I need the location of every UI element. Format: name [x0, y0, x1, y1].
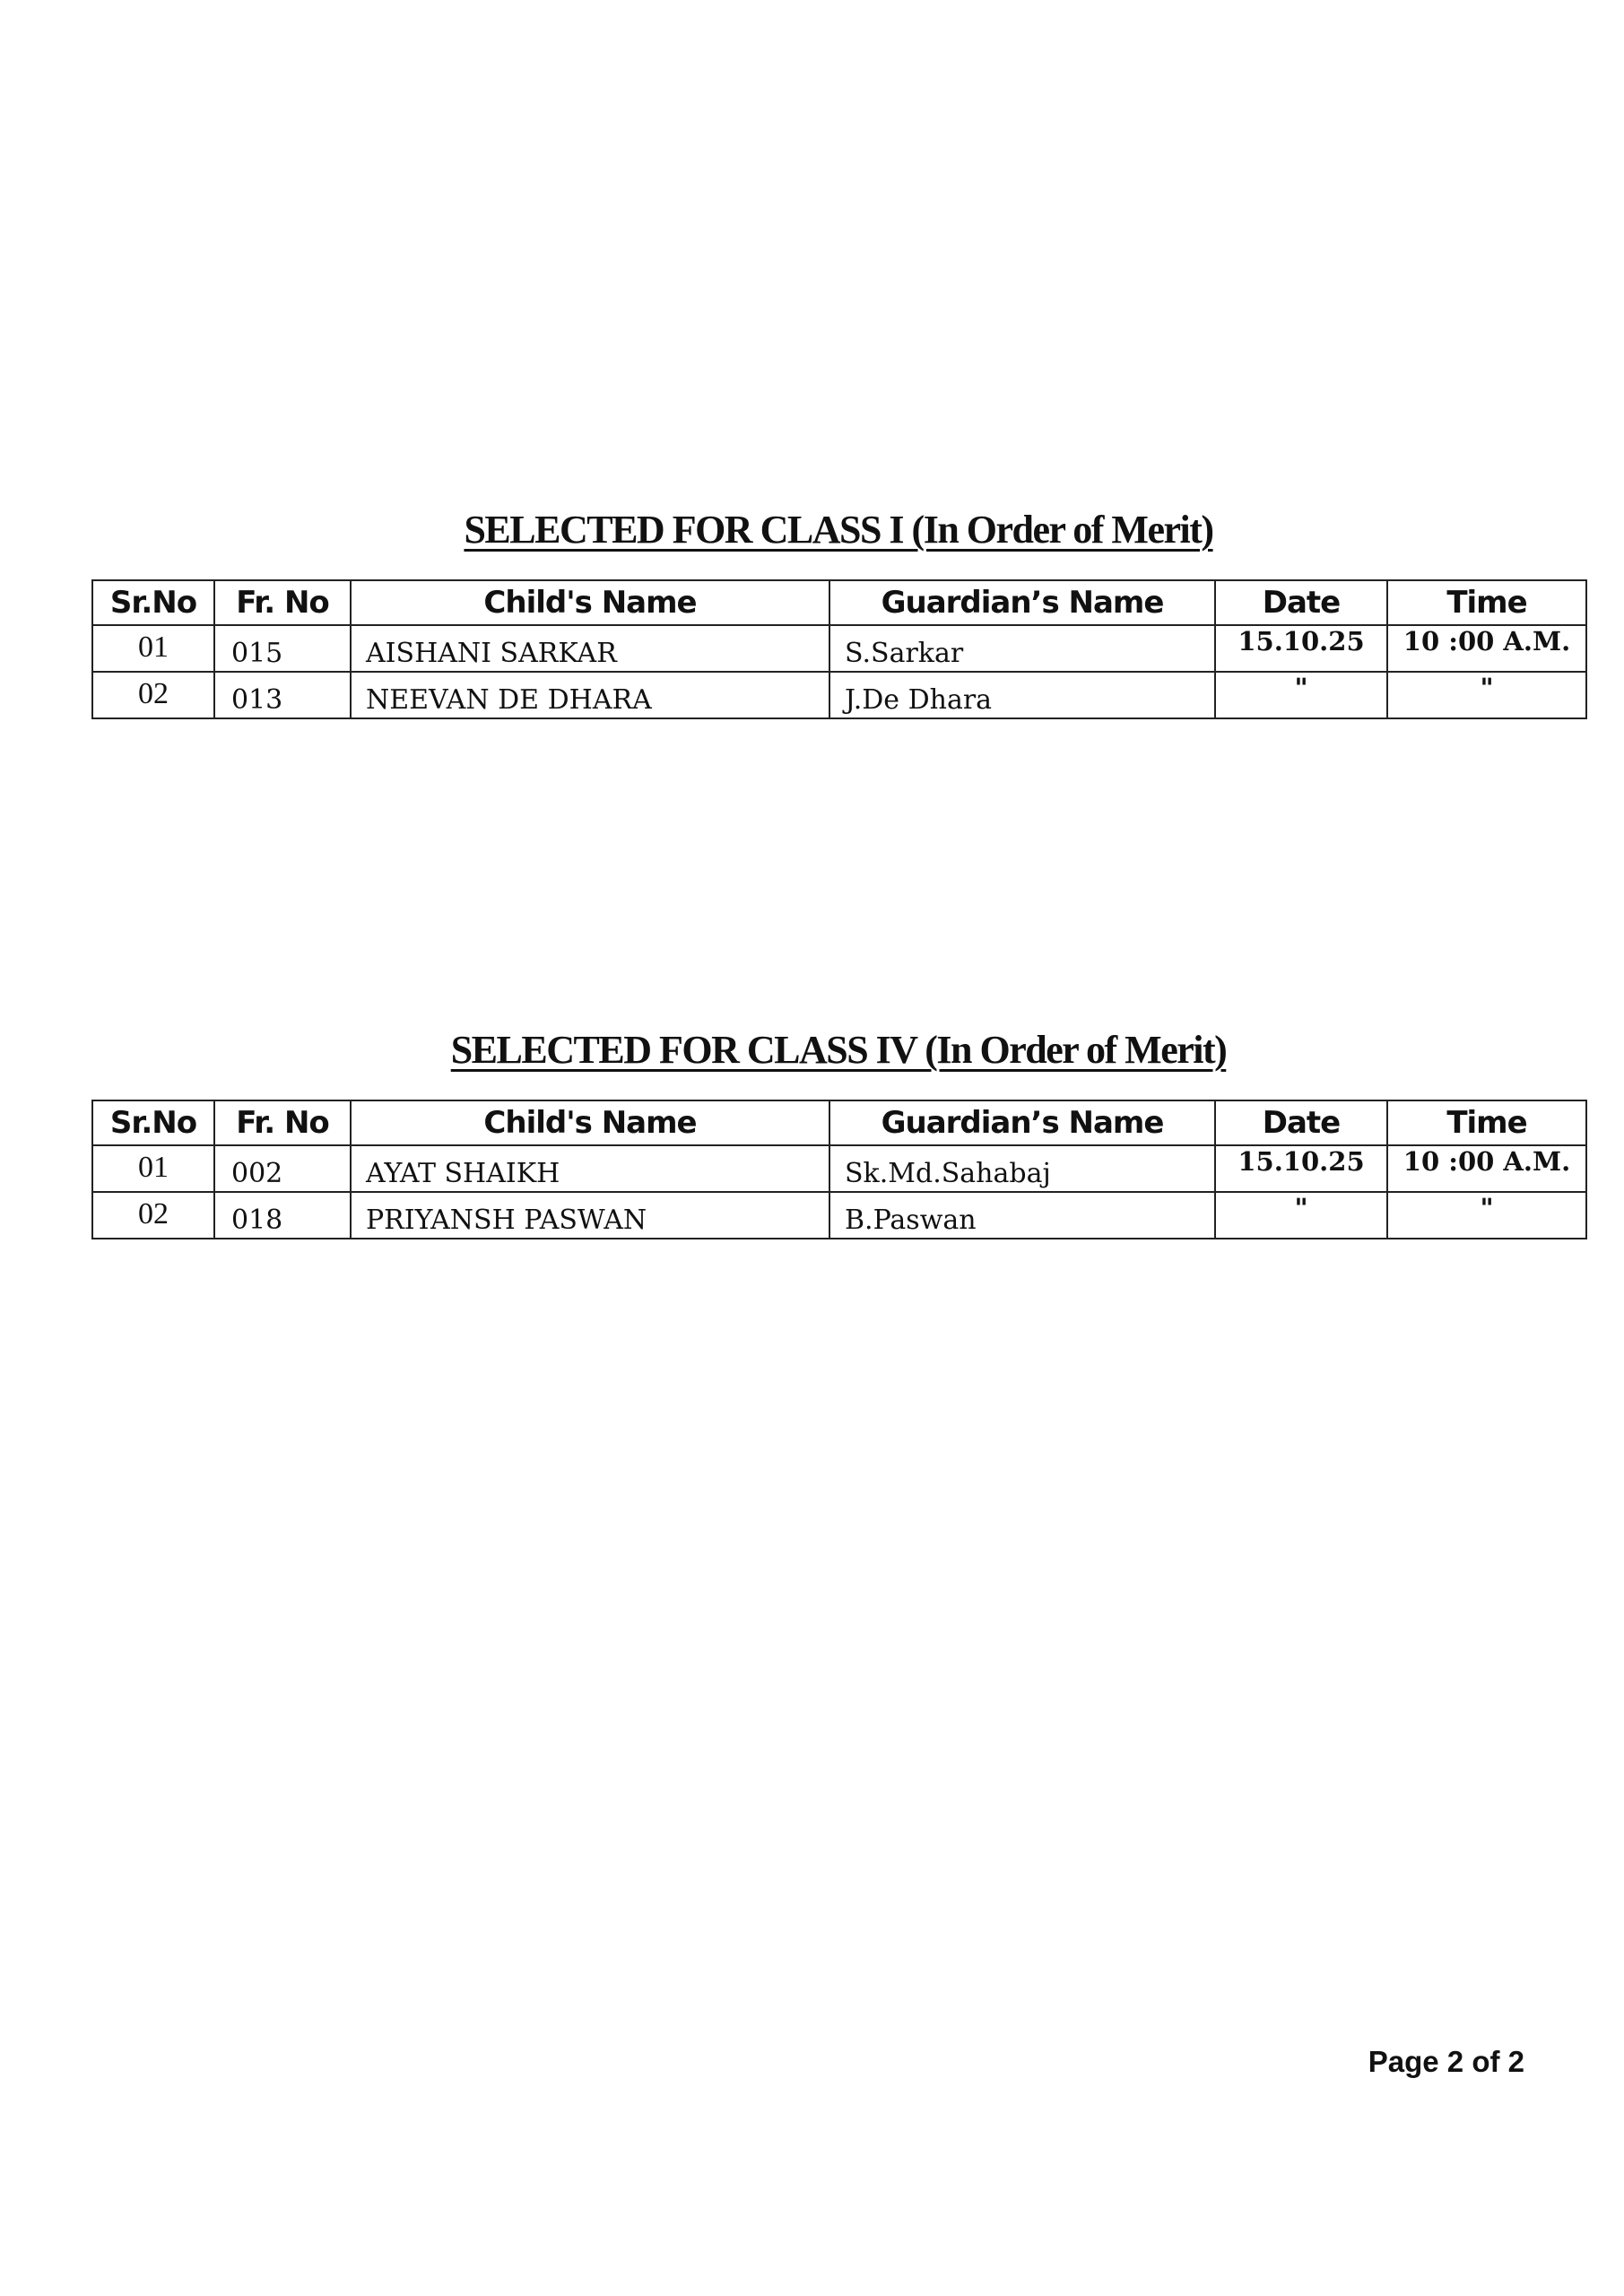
date-cell: 15.10.25 [1215, 625, 1387, 672]
time-cell: " [1387, 672, 1586, 718]
sr-no-cell: 02 [92, 1192, 214, 1239]
header-fr-no: Fr. No [214, 580, 351, 625]
guardian-name-cell: Sk.Md.Sahabaj [829, 1145, 1215, 1192]
header-sr-no: Sr.No [92, 580, 214, 625]
header-time: Time [1387, 1100, 1586, 1145]
header-child-name: Child's Name [351, 1100, 829, 1145]
sr-no-cell: 01 [92, 625, 214, 672]
time-cell: " [1387, 1192, 1586, 1239]
date-cell: " [1215, 1192, 1387, 1239]
table-row [92, 1145, 1586, 1192]
table-row [92, 625, 1586, 672]
header-guardian-name: Guardian’s Name [829, 1100, 1215, 1145]
date-cell: " [1215, 672, 1387, 718]
child-name-cell: AYAT SHAIKH [351, 1145, 829, 1192]
header-guardian-name: Guardian’s Name [829, 580, 1215, 625]
table-row [92, 672, 1586, 718]
sr-no-cell: 01 [92, 1145, 214, 1192]
header-date: Date [1215, 580, 1387, 625]
sr-no-cell: 02 [92, 672, 214, 718]
header-child-name: Child's Name [351, 580, 829, 625]
class-4-section [91, 1022, 1585, 1239]
table-header-row [92, 580, 1586, 625]
table-row [92, 1192, 1586, 1239]
child-name-cell: NEEVAN DE DHARA [351, 672, 829, 718]
fr-no-cell: 018 [214, 1192, 351, 1239]
date-cell: 15.10.25 [1215, 1145, 1387, 1192]
guardian-name-cell: S.Sarkar [829, 625, 1215, 672]
class-1-section [91, 502, 1585, 719]
class-4-table [91, 1100, 1587, 1239]
time-cell: 10 :00 A.M. [1387, 1145, 1586, 1192]
page-number: Page 2 of 2 [1368, 2045, 1524, 2078]
fr-no-cell: 015 [214, 625, 351, 672]
child-name-cell: AISHANI SARKAR [351, 625, 829, 672]
section-title: SELECTED FOR CLASS IV (In Order of Merit) [450, 1028, 1227, 1072]
time-cell: 10 :00 A.M. [1387, 625, 1586, 672]
guardian-name-cell: B.Paswan [829, 1192, 1215, 1239]
header-fr-no: Fr. No [214, 1100, 351, 1145]
class-1-table [91, 579, 1587, 719]
fr-no-cell: 002 [214, 1145, 351, 1192]
fr-no-cell: 013 [214, 672, 351, 718]
guardian-name-cell: J.De Dhara [829, 672, 1215, 718]
header-sr-no: Sr.No [92, 1100, 214, 1145]
header-time: Time [1387, 580, 1586, 625]
child-name-cell: PRIYANSH PASWAN [351, 1192, 829, 1239]
table-header-row [92, 1100, 1586, 1145]
header-date: Date [1215, 1100, 1387, 1145]
section-title: SELECTED FOR CLASS I (In Order of Merit) [464, 508, 1213, 552]
